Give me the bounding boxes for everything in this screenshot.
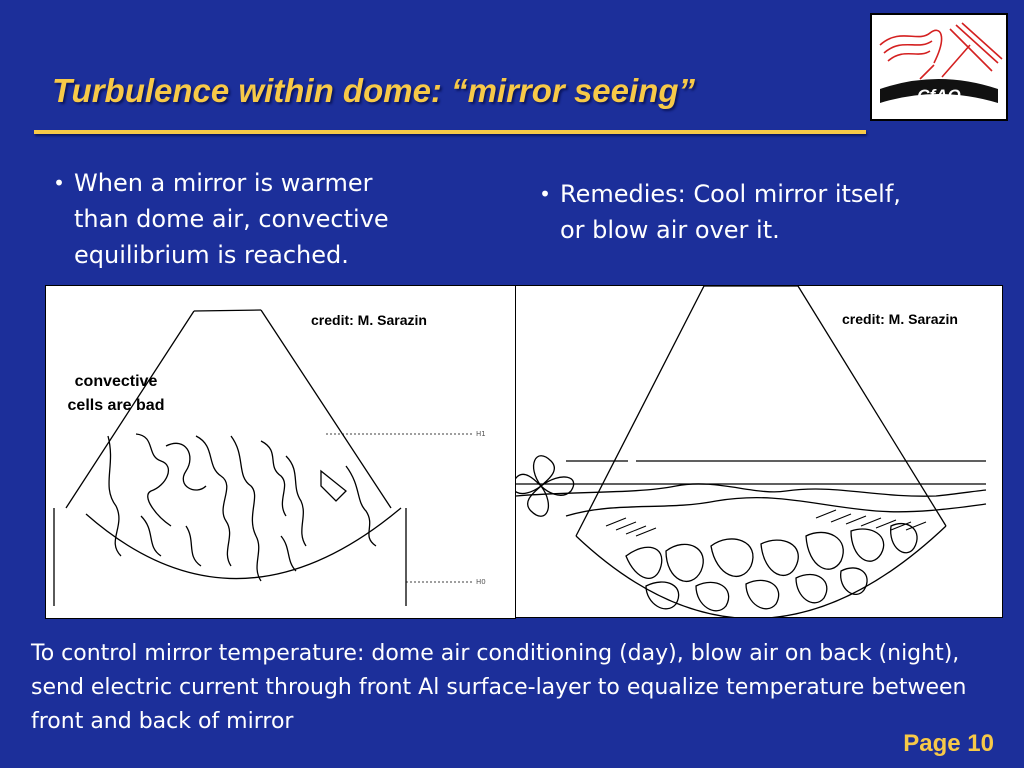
bullet-right bbox=[530, 176, 990, 248]
h0-label: H0 bbox=[476, 578, 486, 586]
credit-left: credit: M. Sarazin bbox=[311, 312, 427, 328]
h1-label: H1 bbox=[476, 430, 486, 438]
figure-remedies bbox=[515, 285, 1003, 618]
figure-convective-cells bbox=[45, 285, 516, 619]
page-number: Page 10 bbox=[903, 730, 994, 757]
bullet-left-text: When a mirror is warmer than dome air, convective equilibrium is reached. bbox=[74, 169, 389, 269]
convective-cells-drawing bbox=[46, 286, 515, 618]
convective-cells-label-text: convective cells are bad bbox=[67, 373, 165, 414]
slide-title: Turbulence within dome: “mirror seeing” bbox=[52, 72, 695, 109]
bullet-left bbox=[44, 165, 464, 273]
bullet-dot: • bbox=[53, 171, 65, 195]
convective-cells-label bbox=[48, 370, 184, 418]
cfao-logo bbox=[870, 13, 1008, 121]
credit-right: credit: M. Sarazin bbox=[842, 311, 958, 327]
bullet-right-text: Remedies: Cool mirror itself, or blow air over it. bbox=[560, 180, 901, 244]
footer-text: To control mirror temperature: dome air conditioning (day), blow air on back (night), send electric current through front Al surface-layer to equalize temperature between front and back of mirror bbox=[31, 641, 967, 734]
logo-text: CfAO bbox=[917, 86, 961, 105]
title-underline bbox=[34, 130, 866, 134]
remedies-drawing bbox=[516, 286, 1002, 617]
bullet-dot: • bbox=[539, 182, 551, 206]
